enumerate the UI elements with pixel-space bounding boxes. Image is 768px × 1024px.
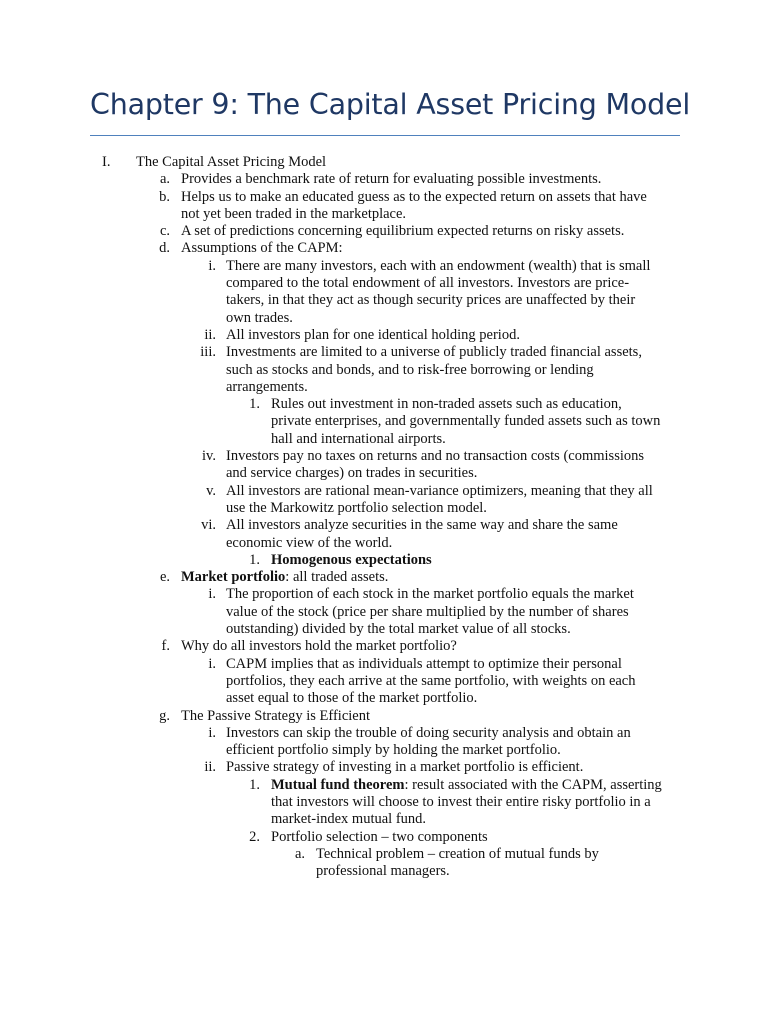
outline-text-line: Investments are limited to a universe of publicly traded financial assets, (226, 344, 642, 361)
page-title: Chapter 9: The Capital Asset Pricing Model (90, 88, 691, 121)
outline-text-line: efficient portfolio simply by holding the market portfolio. (226, 742, 561, 759)
outline-item (0, 344, 768, 396)
outline-text-line: The proportion of each stock in the market portfolio equals the market (226, 586, 634, 603)
outline-text-line: asset equal to those of the market portfolio. (226, 690, 478, 707)
outline-text-line: Portfolio selection – two components (271, 828, 488, 845)
outline-text-line: All investors analyze securities in the same way and share the same (226, 517, 618, 534)
outline-text-line: Investors pay no taxes on returns and no transaction costs (commissions (226, 448, 645, 465)
outline-text-line: Investors can skip the trouble of doing security analysis and obtain an (226, 724, 631, 741)
outline-text-line: compared to the total endowment of all investors. Investors are price- (226, 275, 630, 292)
outline-marker: v. (206, 482, 216, 499)
outline-text-line: that investors will choose to invest their entire risky portfolio in a (271, 793, 651, 810)
outline-marker: d. (159, 240, 170, 257)
outline-marker: 1. (249, 551, 260, 568)
outline-marker: vi. (201, 517, 216, 534)
title-divider (90, 135, 680, 136)
outline-item (0, 829, 768, 846)
outline-marker: 1. (249, 396, 260, 413)
outline-item (0, 656, 768, 708)
outline-text-line: Rules out investment in non-traded assets such as education, (271, 396, 622, 413)
outline-text-line: Technical problem – creation of mutual funds by (316, 845, 599, 862)
outline-item (0, 759, 768, 776)
outline-item (0, 258, 768, 327)
outline-text-line: own trades. (226, 309, 293, 326)
outline-item (0, 569, 768, 586)
outline-text-line: portfolios, they each arrive at the same portfolio, with weights on each (226, 672, 636, 689)
outline-text-line: Passive strategy of investing in a market portfolio is efficient. (226, 759, 584, 776)
outline-marker: I. (102, 154, 111, 170)
outline-item (0, 327, 768, 344)
outline-marker: b. (159, 188, 170, 205)
outline-text-line: value of the stock (price per share multiplied by the number of shares (226, 603, 629, 620)
outline-marker: f. (161, 638, 170, 655)
outline-bold-term: Mutual fund theorem (271, 776, 405, 793)
outline-text-line: use the Markowitz portfolio selection model. (226, 499, 487, 516)
outline-text-line: arrangements. (226, 378, 308, 395)
outline-marker: ii. (204, 759, 216, 776)
outline-text-line: not yet been traded in the marketplace. (181, 205, 407, 222)
outline-text-line (0, 552, 768, 569)
outline-text-line: economic view of the world. (226, 534, 393, 551)
outline-marker: a. (159, 171, 170, 188)
outline-bold-term: Market portfolio (181, 569, 286, 586)
outline-text-line: professional managers. (316, 863, 450, 880)
outline-marker: i. (208, 724, 216, 741)
outline-text-line: Market portfolio: all traded assets. (181, 569, 389, 586)
outline-item (0, 517, 768, 552)
outline-text-line: takers, in that they act as though security prices are unaffected by their (226, 292, 636, 309)
outline-item (0, 638, 768, 655)
outline-text-line: All investors are rational mean-variance optimizers, meaning that they all (226, 482, 653, 499)
outline-marker: i. (208, 257, 216, 274)
outline-text-line: Why do all investors hold the market portfolio? (181, 638, 457, 655)
outline-item (0, 189, 768, 224)
outline-bold-term: Homogenous expectations (271, 551, 432, 568)
outline-item (0, 777, 768, 829)
outline-marker: 1. (249, 776, 260, 793)
outline-text-line: All investors plan for one identical holding period. (226, 326, 520, 343)
outline-text-line: There are many investors, each with an endowment (wealth) that is small (226, 257, 651, 274)
outline-item (0, 708, 768, 725)
outline-item (0, 846, 768, 881)
outline-item (0, 396, 768, 448)
outline-text-line: and service charges) on trades in securities. (226, 465, 478, 482)
outline-text-line: Provides a benchmark rate of return for evaluating possible investments. (181, 171, 602, 188)
outline-text-line: Helps us to make an educated guess as to the expected return on assets that have (181, 188, 647, 205)
outline-item (0, 586, 768, 638)
outline-marker: a. (294, 845, 305, 862)
outline-marker: 2. (249, 828, 260, 845)
outline-text-line: Mutual fund theorem: result associated with the CAPM, asserting (271, 776, 662, 793)
outline-marker: i. (208, 586, 216, 603)
outline-marker: iii. (200, 344, 216, 361)
outline-text-line: Assumptions of the CAPM: (181, 240, 343, 257)
outline-text-line: such as stocks and bonds, and to risk-free borrowing or lending (226, 361, 594, 378)
outline-marker: i. (208, 655, 216, 672)
outline-marker: e. (159, 569, 170, 586)
outline-text-line: hall and international airports. (271, 430, 446, 447)
outline-marker: g. (159, 707, 170, 724)
outline-marker: ii. (204, 326, 216, 343)
outline-marker: iv. (202, 448, 216, 465)
outline-marker: c. (159, 223, 170, 240)
outline-item (0, 725, 768, 760)
outline-item (0, 240, 768, 257)
outline-text-line: private enterprises, and governmentally funded assets such as town (271, 413, 661, 430)
outline-item (0, 552, 768, 569)
outline-text-line: market-index mutual fund. (271, 811, 427, 828)
outline-item (0, 448, 768, 483)
outline-text-line: The Capital Asset Pricing Model (136, 154, 327, 170)
outline-text-line: A set of predictions concerning equilibrium expected returns on risky assets. (181, 223, 625, 240)
outline-item (0, 154, 768, 171)
outline-list (0, 154, 768, 880)
outline-item (0, 223, 768, 240)
outline-text-line: CAPM implies that as individuals attempt to optimize their personal (226, 655, 622, 672)
outline-item (0, 483, 768, 518)
outline-text-line: The Passive Strategy is Efficient (181, 707, 370, 724)
outline-item (0, 171, 768, 188)
outline-text-line: outstanding) divided by the total market value of all stocks. (226, 621, 571, 638)
